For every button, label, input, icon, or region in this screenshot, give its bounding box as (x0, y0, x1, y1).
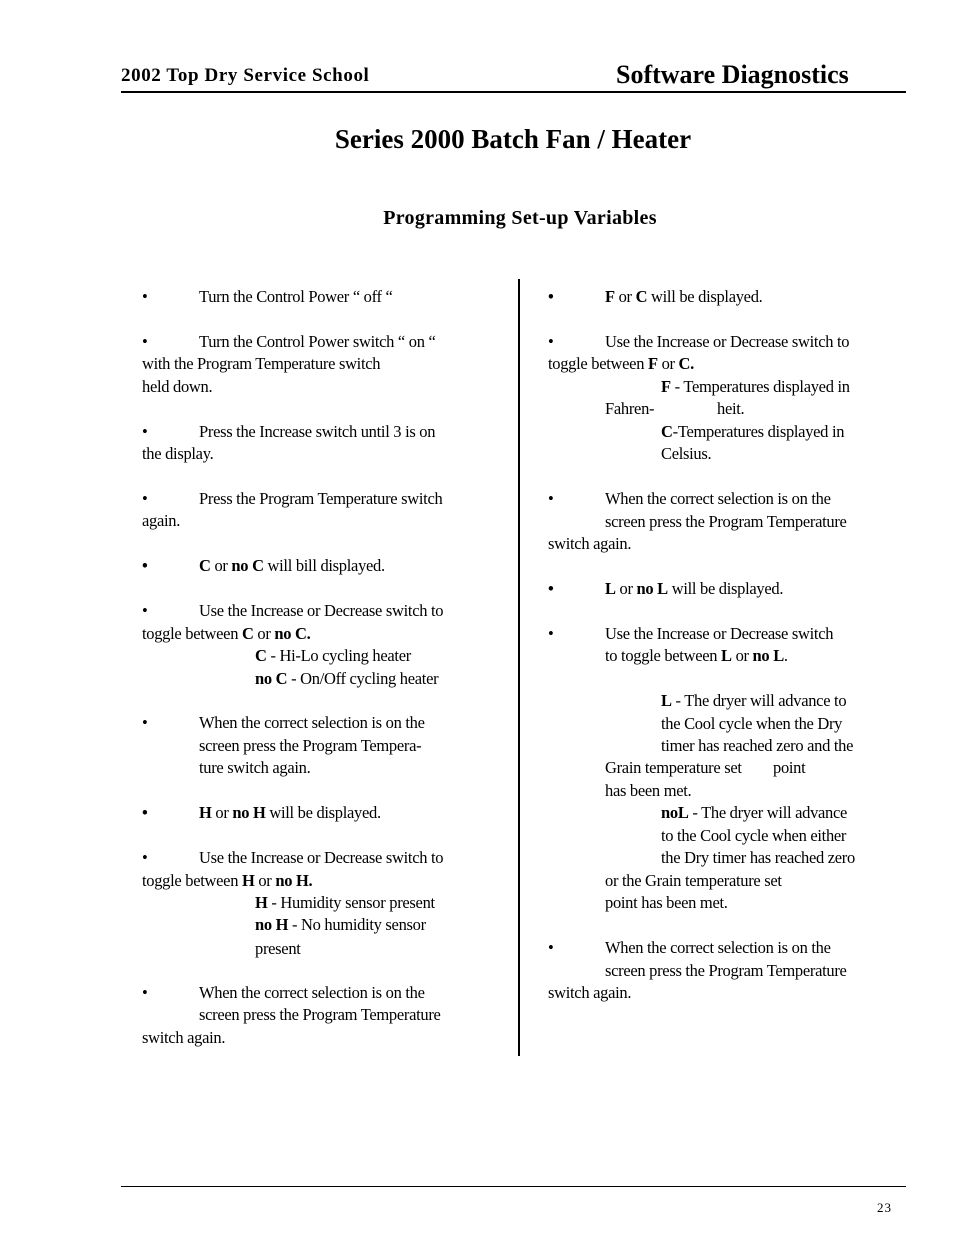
option-key: C (635, 287, 648, 306)
step-text: again. (142, 511, 181, 530)
option-key: H (241, 871, 255, 890)
option-key: no C (231, 556, 264, 575)
step-text: screen press the Program Temperature (605, 512, 847, 531)
option-key: no C (255, 669, 288, 688)
step-fragment: - Temperatures displayed in (670, 377, 850, 396)
option-key: no L (636, 579, 668, 598)
option-key: F (661, 377, 671, 396)
bullet-icon: • (548, 489, 554, 508)
step-fragment: or (731, 646, 753, 665)
step-fragment: - On/Off cycling heater (287, 669, 439, 688)
step-fragment: - Hi-Lo cycling heater (266, 646, 411, 665)
step-text: screen press the Program Temperature (199, 1005, 441, 1024)
bullet-icon: • (548, 938, 554, 957)
step-fragment: or (254, 871, 276, 890)
step-fragment: or (210, 556, 232, 575)
bullet-icon: • (142, 848, 148, 867)
step-text: Use the Increase or Decrease switch to (605, 332, 850, 351)
step-text (605, 286, 762, 308)
step-text: screen press the Program Temperature (605, 961, 847, 980)
bullet-icon: • (142, 489, 148, 508)
option-description: has been met. (605, 781, 692, 800)
option-description: timer has reached zero and the (661, 736, 854, 755)
step-fragment: or (614, 287, 636, 306)
option-description: present (255, 939, 301, 958)
option-key: no L (752, 646, 784, 665)
footer-rule (121, 1186, 906, 1187)
option-description (661, 376, 850, 398)
step-fragment: - No humidity sensor (288, 915, 426, 934)
option-key: no C. (274, 624, 311, 643)
bullet-icon: • (548, 579, 554, 598)
step-text: When the correct selection is on the (605, 938, 831, 957)
option-description (255, 914, 426, 936)
step-text: screen press the Program Tempera- (199, 736, 422, 755)
option-key: L (721, 646, 732, 665)
bullet-icon: • (142, 983, 148, 1002)
step-fragment: - Humidity sensor present (267, 893, 435, 912)
option-key: F (647, 354, 658, 373)
option-key: C. (678, 354, 694, 373)
option-key: L (661, 691, 672, 710)
step-fragment: will be displayed. (647, 287, 763, 306)
option-description: or the Grain temperature set (605, 871, 782, 890)
step-text: switch again. (548, 983, 632, 1002)
bullet-icon: • (142, 601, 148, 620)
step-fragment: or (657, 354, 679, 373)
bullet-icon: • (548, 287, 554, 306)
option-key: no H. (275, 871, 313, 890)
option-key: H (199, 803, 212, 822)
step-fragment: - The dryer will advance (688, 803, 848, 822)
step-fragment: -Temperatures displayed in (672, 422, 845, 441)
step-fragment: toggle between (548, 354, 648, 373)
option-description: to the Cool cycle when either (661, 826, 847, 845)
step-fragment: toggle between (142, 624, 242, 643)
step-text: Use the Increase or Decrease switch (605, 624, 834, 643)
option-description: Fahren- (605, 399, 655, 418)
option-key: L (605, 579, 616, 598)
step-text: switch again. (548, 534, 632, 553)
step-text: held down. (142, 377, 213, 396)
header-section-title: Software Diagnostics (616, 60, 849, 89)
option-description: point (773, 758, 806, 777)
option-description (255, 668, 438, 690)
step-text (605, 578, 783, 600)
step-fragment: - The dryer will advance to (671, 691, 847, 710)
step-text (199, 555, 385, 577)
option-key: noL (661, 803, 689, 822)
step-fragment: to toggle between (605, 646, 722, 665)
step-text: Turn the Control Power switch “ on “ (199, 332, 436, 351)
option-key: C (661, 422, 673, 441)
step-text (605, 645, 788, 667)
step-text: Turn the Control Power “ off “ (199, 287, 393, 306)
bullet-icon: • (142, 422, 148, 441)
option-description (255, 892, 435, 914)
step-text: with the Program Temperature switch (142, 354, 381, 373)
page-number: 23 (877, 1200, 892, 1215)
step-text: When the correct selection is on the (199, 983, 425, 1002)
step-text: Press the Program Temperature switch (199, 489, 443, 508)
option-description (661, 802, 847, 824)
option-description: heit. (717, 399, 745, 418)
step-text: Use the Increase or Decrease switch to (199, 848, 444, 867)
step-fragment: . (783, 646, 788, 665)
option-description: Grain temperature set (605, 758, 742, 777)
step-text: Use the Increase or Decrease switch to (199, 601, 444, 620)
step-fragment: will be displayed. (667, 579, 784, 598)
step-text: When the correct selection is on the (605, 489, 831, 508)
option-key: C (199, 556, 211, 575)
step-fragment: or (615, 579, 637, 598)
bullet-icon: • (142, 803, 148, 822)
option-description (661, 421, 844, 443)
step-fragment: or (253, 624, 275, 643)
bullet-icon: • (142, 556, 148, 575)
step-text (548, 353, 694, 375)
bullet-icon: • (142, 332, 148, 351)
page-subtitle: Programming Set-up Variables (383, 207, 657, 229)
option-description (661, 690, 846, 712)
header-rule (121, 91, 906, 93)
option-description (255, 645, 411, 667)
step-text: switch again. (142, 1028, 226, 1047)
option-key: H (255, 893, 268, 912)
option-description: Celsius. (661, 444, 712, 463)
step-text (142, 623, 310, 645)
option-key: no H (232, 803, 266, 822)
option-description: the Cool cycle when the Dry (661, 714, 843, 733)
bullet-icon: • (548, 332, 554, 351)
option-key: no H (255, 915, 289, 934)
step-text: Press the Increase switch until 3 is on (199, 422, 436, 441)
option-description: point has been met. (605, 893, 728, 912)
step-fragment: will be displayed. (265, 803, 381, 822)
step-fragment: toggle between (142, 871, 242, 890)
bullet-icon: • (142, 713, 148, 732)
step-fragment: or (211, 803, 233, 822)
option-key: C (241, 624, 254, 643)
option-key: F (605, 287, 615, 306)
bullet-icon: • (142, 287, 148, 306)
column-divider (518, 279, 520, 1056)
page-title: Series 2000 Batch Fan / Heater (334, 124, 692, 154)
option-key: C (255, 646, 267, 665)
step-text (142, 870, 312, 892)
step-text: When the correct selection is on the (199, 713, 425, 732)
bullet-icon: • (548, 624, 554, 643)
step-fragment: will bill displayed. (263, 556, 385, 575)
header-school-name: 2002 Top Dry Service School (121, 65, 370, 86)
step-text: ture switch again. (199, 758, 311, 777)
option-description: the Dry timer has reached zero (661, 848, 855, 867)
step-text (199, 802, 381, 824)
step-text: the display. (142, 444, 214, 463)
